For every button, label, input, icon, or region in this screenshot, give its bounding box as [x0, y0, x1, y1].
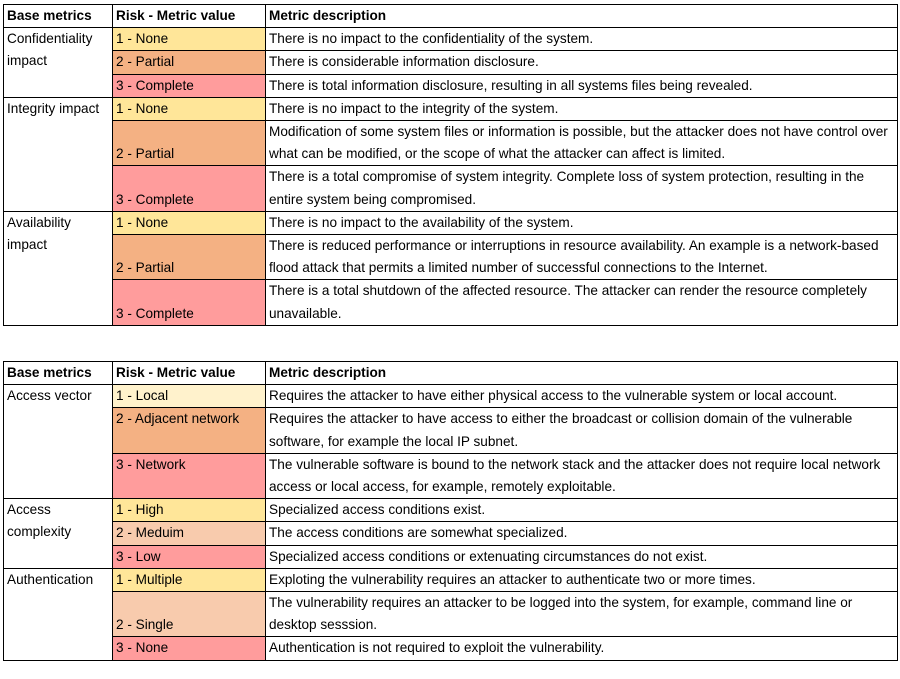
header-base-metrics: Base metrics	[4, 362, 113, 385]
header-base-metrics: Base metrics	[4, 5, 113, 28]
metric-value-cell: 3 - None	[113, 637, 266, 660]
metric-value-cell: 1 - None	[113, 211, 266, 234]
category-cell: Access complexity	[4, 499, 113, 569]
table-row	[4, 235, 898, 280]
metric-value-cell: 3 - Low	[113, 545, 266, 568]
header-metric-value: Risk - Metric value	[113, 362, 266, 385]
metric-value-cell: 3 - Complete	[113, 280, 266, 325]
metric-description-cell: There is total information disclosure, resulting in all systems files being revealed.	[266, 74, 898, 97]
metric-value-cell: 1 - Local	[113, 385, 266, 408]
metric-value-cell: 2 - Meduim	[113, 522, 266, 545]
category-cell: Access vector	[4, 385, 113, 499]
table-row	[4, 499, 898, 522]
table-row	[4, 545, 898, 568]
metric-value-cell: 1 - Multiple	[113, 568, 266, 591]
metric-value-cell: 3 - Complete	[113, 74, 266, 97]
category-cell: Availability impact	[4, 211, 113, 325]
metric-description-cell: There is no impact to the integrity of the system.	[266, 97, 898, 120]
metric-value-cell: 2 - Adjacent network	[113, 408, 266, 453]
category-cell: Authentication	[4, 568, 113, 660]
table-row	[4, 592, 898, 637]
header-metric-description: Metric description	[266, 362, 898, 385]
table-row	[4, 280, 898, 325]
table-row	[4, 166, 898, 211]
metric-description-cell: Requires the attacker to have either physical access to the vulnerable system or local account.	[266, 385, 898, 408]
metric-description-cell: There is a total shutdown of the affected resource. The attacker can render the resource completely unavailable.	[266, 280, 898, 325]
metric-description-cell: Modification of some system files or information is possible, but the attacker does not have control over what can be modified, or the scope of what the attacker can affect is limited.	[266, 121, 898, 166]
impact-metrics-table	[3, 4, 898, 326]
table-row	[4, 453, 898, 498]
table-row	[4, 28, 898, 51]
category-cell: Integrity impact	[4, 97, 113, 211]
metric-value-cell: 2 - Partial	[113, 51, 266, 74]
metric-description-cell: There is no impact to the confidentiality of the system.	[266, 28, 898, 51]
metric-value-cell: 2 - Single	[113, 592, 266, 637]
category-cell: Confidentiality impact	[4, 28, 113, 98]
metric-description-cell: Authentication is not required to exploit the vulnerability.	[266, 637, 898, 660]
table-row	[4, 637, 898, 660]
metric-value-cell: 3 - Complete	[113, 166, 266, 211]
table-row	[4, 211, 898, 234]
table-row	[4, 74, 898, 97]
metric-value-cell: 2 - Partial	[113, 235, 266, 280]
table-row	[4, 121, 898, 166]
table-row	[4, 522, 898, 545]
metric-description-cell: The access conditions are somewhat specialized.	[266, 522, 898, 545]
header-metric-value: Risk - Metric value	[113, 5, 266, 28]
metric-description-cell: The vulnerability requires an attacker to be logged into the system, for example, command line or desktop sesssion.	[266, 592, 898, 637]
metric-value-cell: 3 - Network	[113, 453, 266, 498]
metric-description-cell: There is a total compromise of system integrity. Complete loss of system protection, resulting in the entire system being compromised.	[266, 166, 898, 211]
table-row	[4, 51, 898, 74]
metric-value-cell: 2 - Partial	[113, 121, 266, 166]
header-row	[4, 5, 898, 28]
metric-description-cell: Requires the attacker to have access to either the broadcast or collision domain of the vulnerable software, for example the local IP subnet.	[266, 408, 898, 453]
metric-value-cell: 1 - None	[113, 28, 266, 51]
exploitability-metrics-table	[3, 361, 898, 661]
header-row	[4, 362, 898, 385]
metric-description-cell: Specialized access conditions exist.	[266, 499, 898, 522]
table-row	[4, 408, 898, 453]
metric-description-cell: The vulnerable software is bound to the network stack and the attacker does not require local network access or local access, for example, remotely exploitable.	[266, 453, 898, 498]
metric-description-cell: There is reduced performance or interruptions in resource availability. An example is a network-based flood attack that permits a limited number of successful connections to the Internet.	[266, 235, 898, 280]
metric-description-cell: Exploting the vulnerability requires an attacker to authenticate two or more times.	[266, 568, 898, 591]
metric-description-cell: There is considerable information disclosure.	[266, 51, 898, 74]
metric-value-cell: 1 - High	[113, 499, 266, 522]
metric-description-cell: There is no impact to the availability of the system.	[266, 211, 898, 234]
table-row	[4, 568, 898, 591]
header-metric-description: Metric description	[266, 5, 898, 28]
metric-value-cell: 1 - None	[113, 97, 266, 120]
table-row	[4, 385, 898, 408]
metric-description-cell: Specialized access conditions or extenuating circumstances do not exist.	[266, 545, 898, 568]
table-row	[4, 97, 898, 120]
